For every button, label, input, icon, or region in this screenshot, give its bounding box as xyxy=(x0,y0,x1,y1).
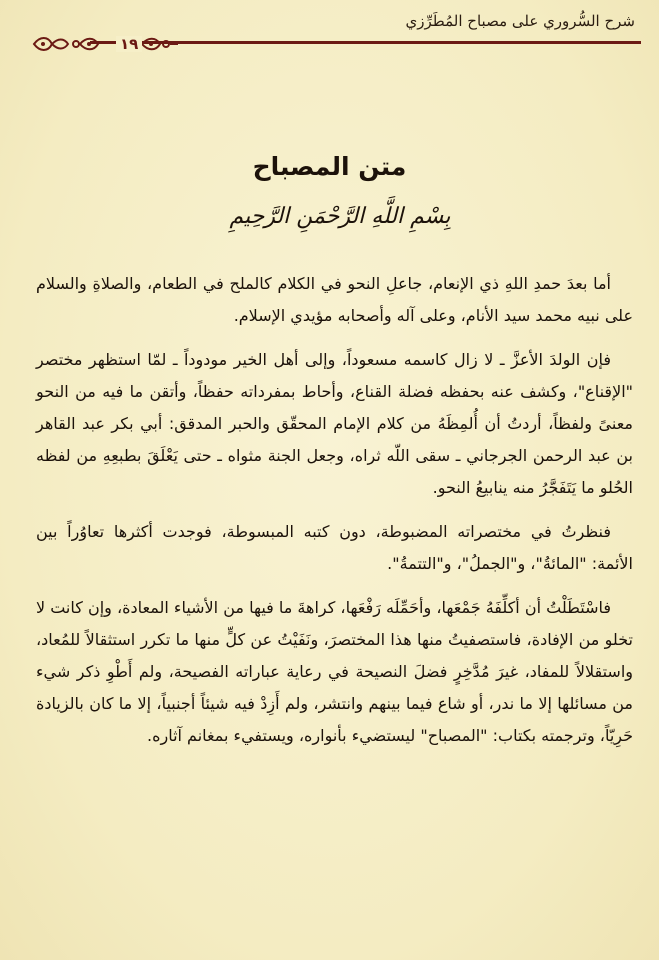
basmala: بِسْمِ اللَّهِ الرَّحْمَنِ الرَّحِيمِ xyxy=(229,204,451,229)
running-header xyxy=(30,12,641,62)
page-number: ١٩ xyxy=(116,36,142,52)
paragraph: أما بعدَ حمدِ اللهِ ذي الإنعام، جاعلِ النحو في الكلام كالملح في الطعام، والصلاةِ والسلام على نبيه محمد سيد الأنام، وعلى آله وأصحابه مؤيدي الإسلام. xyxy=(36,274,633,325)
paragraph: فنظرتُ في مختصراته المضبوطة، دون كتبه المبسوطة، فوجدت أكثرها تعاوُراً بين الأئمة: "المائةُ"، و"الجملُ"، و"التتمةُ". xyxy=(36,522,633,573)
paragraph: فإن الولدَ الأعزَّ ـ لا زال كاسمه مسعوداً، وإلى أهل الخير مودوداً ـ لمّا استظهر مختصر "الإقناع"، وكشف عنه بحفظه فضلة القناع، وأحاط بمفرداته حفظاً، وأتقن ما فيه من النحو معنىً ولفظاً، أردتُ أن أُلمِظَهُ من كلام الإمام المحقّق والحبر المدقق: أبي بكر عبد القاهر بن عبد الرحمن الجرجاني ـ سقى اللّه ثراه، وجعل الجنة مثواه ـ حتى يَعْلَقَ بطبعِهِ من لفظه الحُلو ما يَتَفَجَّرُ منه ينابيعُ النحو. xyxy=(36,350,633,497)
running-title: شرح السُّروري على مصباح المُطَرِّزي xyxy=(405,12,635,30)
header-ornament-icon xyxy=(30,32,180,56)
paragraph: فاسْتَطَلْتُ أن أكلِّفَهُ جَمْعَها، وأحَمِّلَه رَفْعَها، كراهةَ ما فيها من الأشياء المعادة، وإن كانت لا تخلو من الإفادة، فاستصفيتُ منها هذا المختصرَ، ونَفَيْتُ عن كلٍّ منها ما تكرر استثقالاً للمُعاد، واستقلالاً للمفاد، غيرَ مُدَّخِرٍ فضلَ النصيحة في رعاية عباراته الفصيحة، ولم أَطْوِ ذكر شيء من مسائلها إلا ما ندر، أو شاع فيما بينهم وانتشر، ولم أَزِدْ فيه شيئاً أجنبياً، إلا ما كان بالزيادة حَرِيّاً، وترجمته بكتاب: "المصباح" ليستضيء بأنواره، ويستفيء بمغانم آثاره. xyxy=(36,598,633,745)
section-title: متن المصباح xyxy=(252,152,407,181)
body-text xyxy=(36,268,633,764)
